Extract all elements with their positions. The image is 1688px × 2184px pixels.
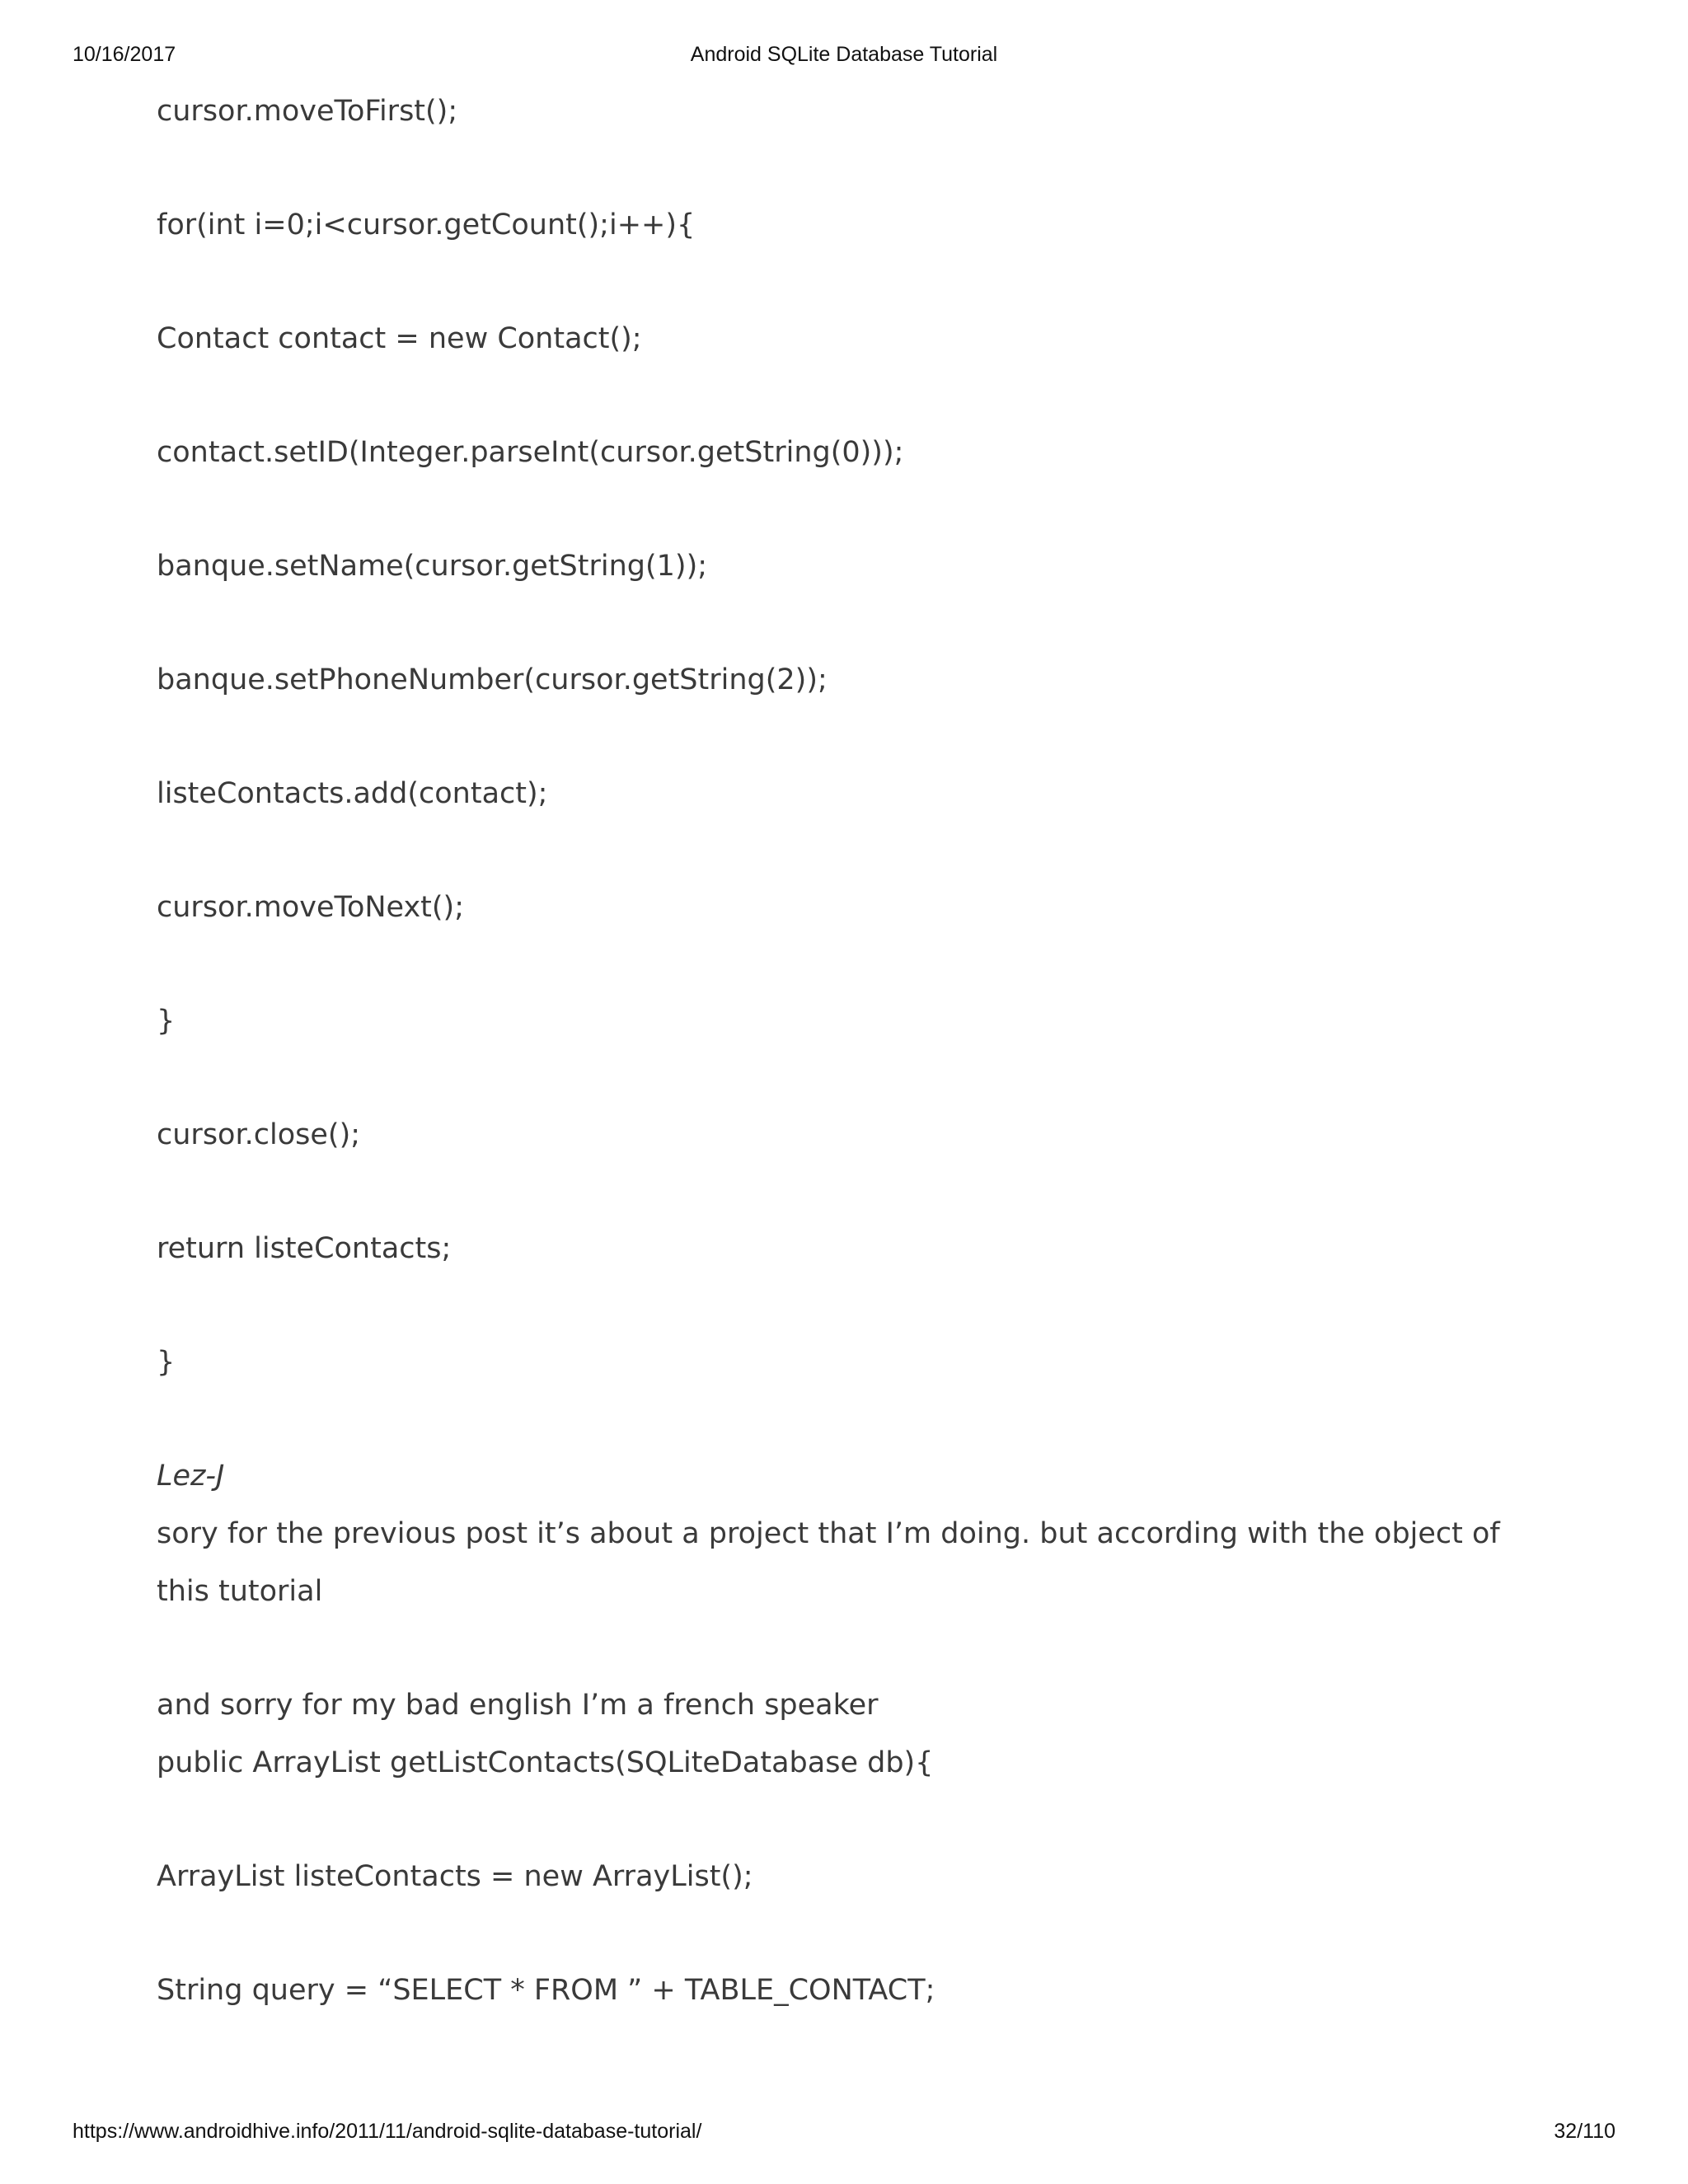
page-number: 32/110: [1554, 2120, 1615, 2143]
code-line: listeContacts.add(contact);: [157, 777, 548, 810]
spacer: [157, 368, 1525, 424]
spacer: [157, 1050, 1525, 1106]
spacer: [157, 1277, 1525, 1333]
code-line: cursor.moveToNext();: [157, 891, 465, 924]
print-header: [73, 43, 1615, 73]
comment-author: Lez-J: [157, 1460, 225, 1493]
code-line: }: [157, 1346, 176, 1379]
code-line: String query = “SELECT * FROM ” + TABLE_CONTACT;: [157, 1974, 935, 2007]
spacer: [157, 254, 1525, 310]
page-content: [157, 82, 1525, 2019]
code-line: return listeContacts;: [157, 1232, 452, 1265]
spacer: [157, 1391, 1525, 1447]
spacer: [157, 709, 1525, 765]
spacer: [157, 595, 1525, 651]
code-line: banque.setName(cursor.getString(1));: [157, 550, 708, 583]
spacer: [157, 1164, 1525, 1220]
print-date: 10/16/2017: [73, 43, 176, 66]
page-url: https://www.androidhive.info/2011/11/android-sqlite-database-tutorial/: [73, 2120, 702, 2143]
code-line: Contact contact = new Contact();: [157, 322, 642, 355]
spacer: [157, 1620, 1525, 1676]
spacer: [157, 481, 1525, 537]
spacer: [157, 1792, 1525, 1848]
code-line: cursor.close();: [157, 1118, 361, 1151]
comment-text: and sorry for my bad english I’m a french speaker: [157, 1689, 879, 1722]
code-line: banque.setPhoneNumber(cursor.getString(2));: [157, 663, 828, 696]
code-line: public ArrayList getListContacts(SQLiteDatabase db){: [157, 1746, 934, 1779]
spacer: [157, 936, 1525, 992]
spacer: [157, 823, 1525, 879]
code-line: for(int i=0;i<cursor.getCount();i++){: [157, 209, 696, 241]
comment-text: sory for the previous post it’s about a project that I’m doing. but according with the object of this tutorial: [157, 1517, 1500, 1608]
spacer: [157, 140, 1525, 196]
document-title: Android SQLite Database Tutorial: [690, 43, 998, 66]
code-line: ArrayList listeContacts = new ArrayList();: [157, 1860, 753, 1893]
print-footer: [73, 2120, 1615, 2149]
code-line: }: [157, 1005, 176, 1038]
code-line: contact.setID(Integer.parseInt(cursor.getString(0)));: [157, 436, 904, 469]
code-line: cursor.moveToFirst();: [157, 95, 458, 128]
spacer: [157, 1905, 1525, 1961]
